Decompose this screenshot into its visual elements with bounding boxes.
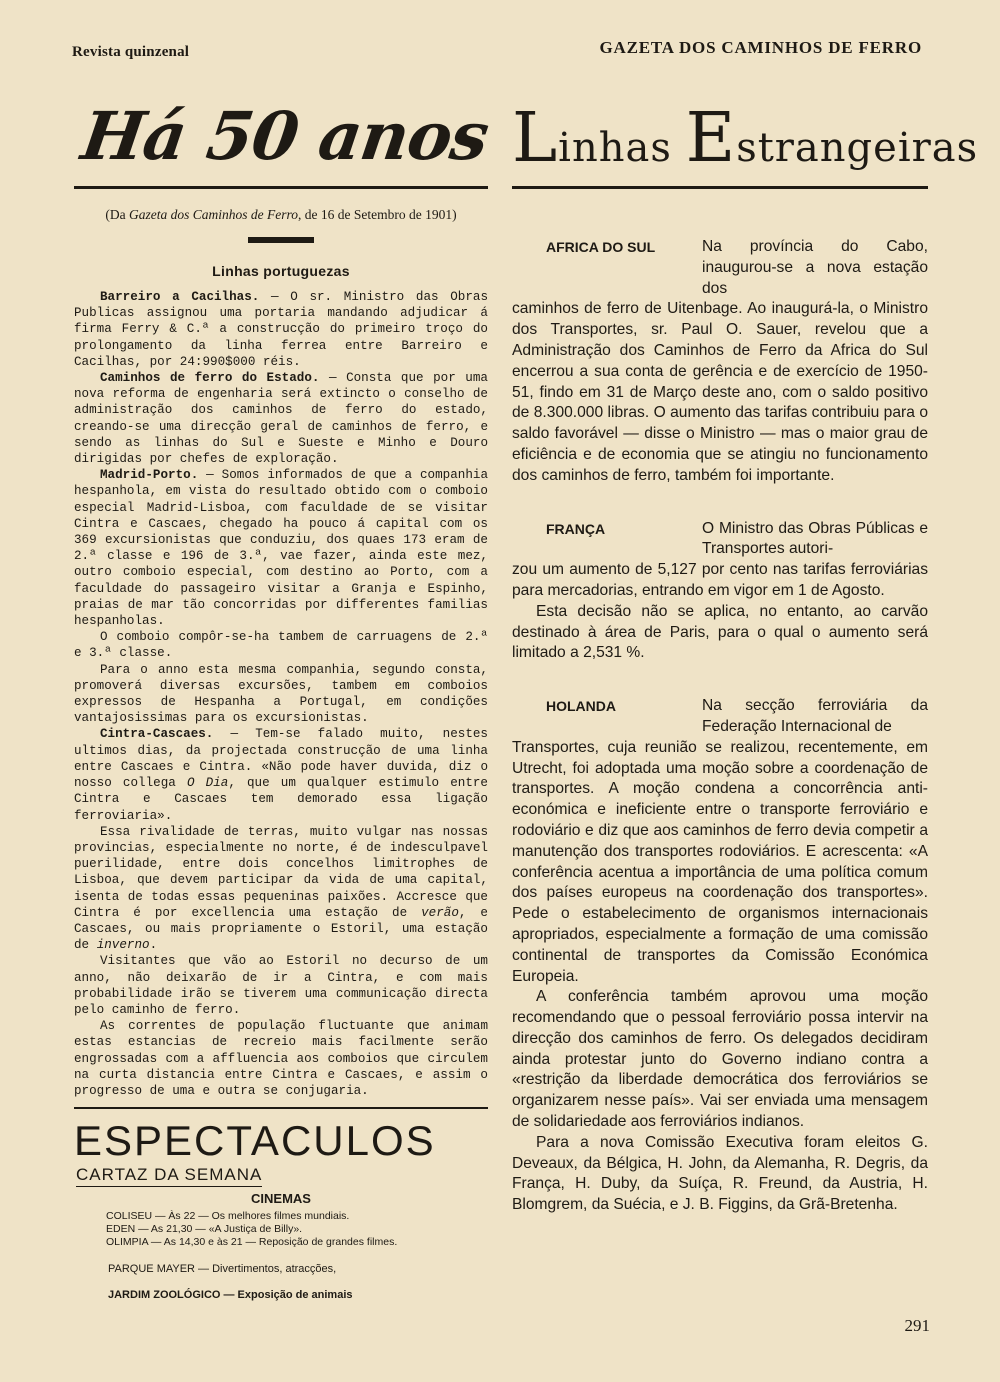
text-caminhos-estado: — Consta que por uma nova reforma de engenharia será extincto o conselho de administração dos caminhos de ferro do estado, creando-se uma direcção geral de caminhos de ferro, e sendo as linhas do Sul e Sueste e Minho e Douro dirigidas por chefes de exploração. — [74, 371, 488, 467]
article-franca — [512, 519, 928, 665]
paragraph-barreiro — [74, 289, 488, 370]
source-line — [74, 207, 488, 223]
franca-paragraph-2: Esta decisão não se aplica, no entanto, ao carvão destinado à área de Paris, para o qual o aumento será limitado a 2,531 %. — [512, 602, 928, 662]
lead-cintra-cascaes: Cintra-Cascaes. — [100, 727, 214, 742]
paragraph-caminhos-estado — [74, 370, 488, 467]
paragraph-comboio: O comboio compôr-se-ha tambem de carruagens de 2.ª e 3.ª classe. — [74, 630, 488, 661]
cinema-item-olimpia: OLIMPIA — As 14,30 e às 21 — Reposição de grandes filmes. — [106, 1236, 398, 1249]
country-label-africa: AFRICA DO SUL — [546, 239, 656, 255]
article-africa-do-sul — [512, 237, 928, 487]
source-prefix: (Da — [105, 207, 130, 222]
cinema-item-coliseu: COLISEU — Às 22 — Os melhores filmes mundiais. — [106, 1210, 350, 1223]
lead-barreiro: Barreiro a Cacilhas. — [100, 290, 260, 304]
text-rivalidade-b: , e Cascaes, ou mais propriamente o Estoril, uma estação de — [74, 905, 488, 953]
cinemas-label: CINEMAS — [251, 1191, 311, 1207]
text-barreiro: — O sr. Ministro das Obras Publicas assignou uma portaria mandando adjudicar á firma Ferry & C.ª a construcção do primeiro troço do prolongamento da linha ferrea entre Barreiro e Cacilhas, por 24:990$000 réis. — [74, 290, 488, 369]
left-column — [74, 96, 493, 1302]
africa-first-lines: Na província do Cabo, inaugurou-se a nova estação dos — [702, 238, 928, 297]
franca-body: zou um aumento de 5,127 por cento nas tarifas ferroviárias para mercadorias, entrando em vigor em 1 de Agosto. — [512, 561, 928, 599]
right-column — [512, 96, 979, 1216]
paragraph-rivalidade — [74, 824, 488, 954]
lead-madrid-porto: Madrid-Porto. — [100, 468, 199, 483]
venue-jardim-zoologico: JARDIM ZOOLÓGICO — Exposição de animais — [108, 1289, 353, 1302]
title-initial-l: L — [512, 99, 559, 178]
text-verao: verão — [421, 905, 459, 920]
paragraph-correntes: As correntes de população fluctuante que animam estas estancias de recreio mais facilmente serão engrossadas com a affluencia aos comboios que circulem na curta distancia entre Cintra e Cascaes, e assim o progresso de uma e outra se conjugaria. — [74, 1019, 488, 1098]
divider-bar — [248, 237, 314, 243]
holanda-body: Transportes, cuja reunião se realizou, recentemente, em Utrecht, foi adoptada uma moção sobre a coordenação de transportes. A moção condena a concorrência anti-económica e ineficiente entre o transporte ferroviário e rodoviário e diz que aos caminhos de ferro devia competir a manutenção dos transportes rodoviários. E acrescenta: «A conferência acentua a importância de uma política comum dos países europeus na coordenação dos transportes». Pede o estabelecimento de organismos internacionais apropriados, especialmente a formação de uma comissão continental de transportes da Comissão Económica Europeia. — [512, 738, 928, 985]
header-left: Revista quinzenal — [72, 44, 190, 60]
text-o-dia: O Dia — [186, 776, 229, 791]
title-word-linhas: inhas — [558, 125, 686, 171]
section-title-linhas-estrangeiras — [512, 96, 979, 182]
lead-caminhos-estado: Caminhos de ferro do Estado. — [100, 371, 320, 386]
holanda-paragraph-2: A conferência também aprovou uma moção recomendando que o pessoal ferroviário possa intervir na direcção dos caminhos de ferro. Os delegados decidiram ainda protestar junto do Governo indiano contra a «restrição da liberdade democrática dos ferroviários se organizarem nesse país». Vai ser enviada uma mensagem de solidariedade aos ferroviários indianos. — [512, 988, 928, 1131]
subsection-title: Linhas portuguezas — [212, 263, 350, 279]
title-rule — [74, 186, 488, 189]
paragraph-excursoes: Para o anno esta mesma companhia, segundo consta, promoverá diversas excursões, tambem em comboios expressos de Hespanha a Portugal, em condições vantajosissimas para os excursionistas. — [74, 662, 488, 726]
section-title-ha-50-anos: Há 50 anos — [76, 97, 493, 175]
article-body — [74, 289, 488, 1099]
country-label-franca: FRANÇA — [546, 520, 606, 537]
title-initial-e: E — [685, 99, 737, 178]
text-inverno: inverno — [96, 938, 150, 953]
header-right: GAZETA DOS CAMINHOS DE FERRO — [599, 38, 922, 57]
holanda-first-lines: Na secção ferroviária da Federação Internacional de — [702, 697, 928, 735]
source-publication: Gazeta dos Caminhos de Ferro — [129, 207, 299, 222]
cinema-list — [106, 1210, 488, 1249]
section-rule — [74, 1107, 488, 1109]
page-number: 291 — [904, 1316, 930, 1335]
title-rule-right — [512, 186, 928, 189]
venue-parque-mayer: PARQUE MAYER — Divertimentos, atracções, — [108, 1263, 337, 1276]
text-cintra-b: , que um qualquer estimulo entre Cintra e Cascaes tem demorado essa ligação ferroviaria». — [74, 776, 488, 823]
text-madrid-porto: — Somos informados de que a companhia hespanhola, em vista do resultado obtido com o comboio especial Madrid-Lisboa, com faculdade de se visitar Cintra e Cascaes, chegado ha pouco á capital com os 369 excursionistas que conduziu, dos quaes 173 eram de 2.ª classe e 196 de 3.ª, vae fazer, ainda este mez, outro comboio especial, com destino ao Porto, com a faculdade do passageiro visitar a Granja e Espinho, praias de mar tão concorridas por differentes familias hespanholas. — [74, 468, 488, 629]
text-rivalidade-a: Essa rivalidade de terras, muito vulgar nas nossas provincias, especialmente no norte, é de indesculpavel puerilidade, entre dois concelhos limitrophes de Lisboa, que devem participar da vida de uma capital, isenta de todas essas pequeninas paixões. Accresce que Cintra é por excellencia uma estação de — [74, 824, 488, 920]
paragraph-madrid-porto — [74, 467, 488, 629]
espectaculos-title: ESPECTACULOS — [74, 1117, 436, 1165]
source-date: , de 16 de Setembro de 1901) — [298, 207, 457, 222]
country-label-holanda: HOLANDA — [546, 698, 616, 715]
article-holanda — [512, 696, 928, 1216]
holanda-paragraph-3: Para a nova Comissão Executiva foram eleitos G. Deveaux, da Bélgica, H. John, da Alemanha, R. Degris, da França, H. Duby, da Suíça, R. Freund, da Austria, H. Blomgrem, da Suécia, e J. B. Figgins, da Grã-Bretenha. — [512, 1133, 928, 1214]
cinema-item-eden: EDEN — As 21,30 — «A Justiça de Billy». — [106, 1223, 303, 1236]
paragraph-visitantes: Visitantes que vão ao Estoril no decurso de um anno, não deixarão de ir a Cintra, e com mais probabilidade irão se tiverem uma communicação directa pelo caminho de ferro. — [74, 954, 488, 1017]
africa-body: caminhos de ferro de Uitenbage. Ao inaugurá-la, o Ministro dos Transportes, sr. Paul O. Sauer, revelou que a Administração dos Caminhos de Ferro da Africa do Sul encerrou a sua conta de gerência e de exercício de 1950-51, findo em 31 de Março deste ano, com o saldo positivo de 8.300.000 libras. O aumento das tarifas contribuiu para o saldo favorável — disse o Ministro — mas o maior grau de eficiência e de economia que se atingiu no funcionamento dos caminhos de ferro, também foi importante. — [512, 300, 928, 484]
franca-first-lines: O Ministro das Obras Públicas e Transportes autori- — [702, 519, 928, 558]
cartaz-subtitle: CARTAZ DA SEMANA — [76, 1165, 262, 1187]
paragraph-cintra-cascaes — [74, 726, 488, 823]
title-word-estrangeiras: strangeiras — [736, 125, 979, 171]
text-cintra-a: — Tem-se falado muito, nestes ultimos dias, da projectada construcção de uma linha entre Cascaes e Cintra. «Não pode haver duvida, diz o nosso collega — [74, 727, 488, 791]
text-rivalidade-c: . — [149, 938, 158, 953]
